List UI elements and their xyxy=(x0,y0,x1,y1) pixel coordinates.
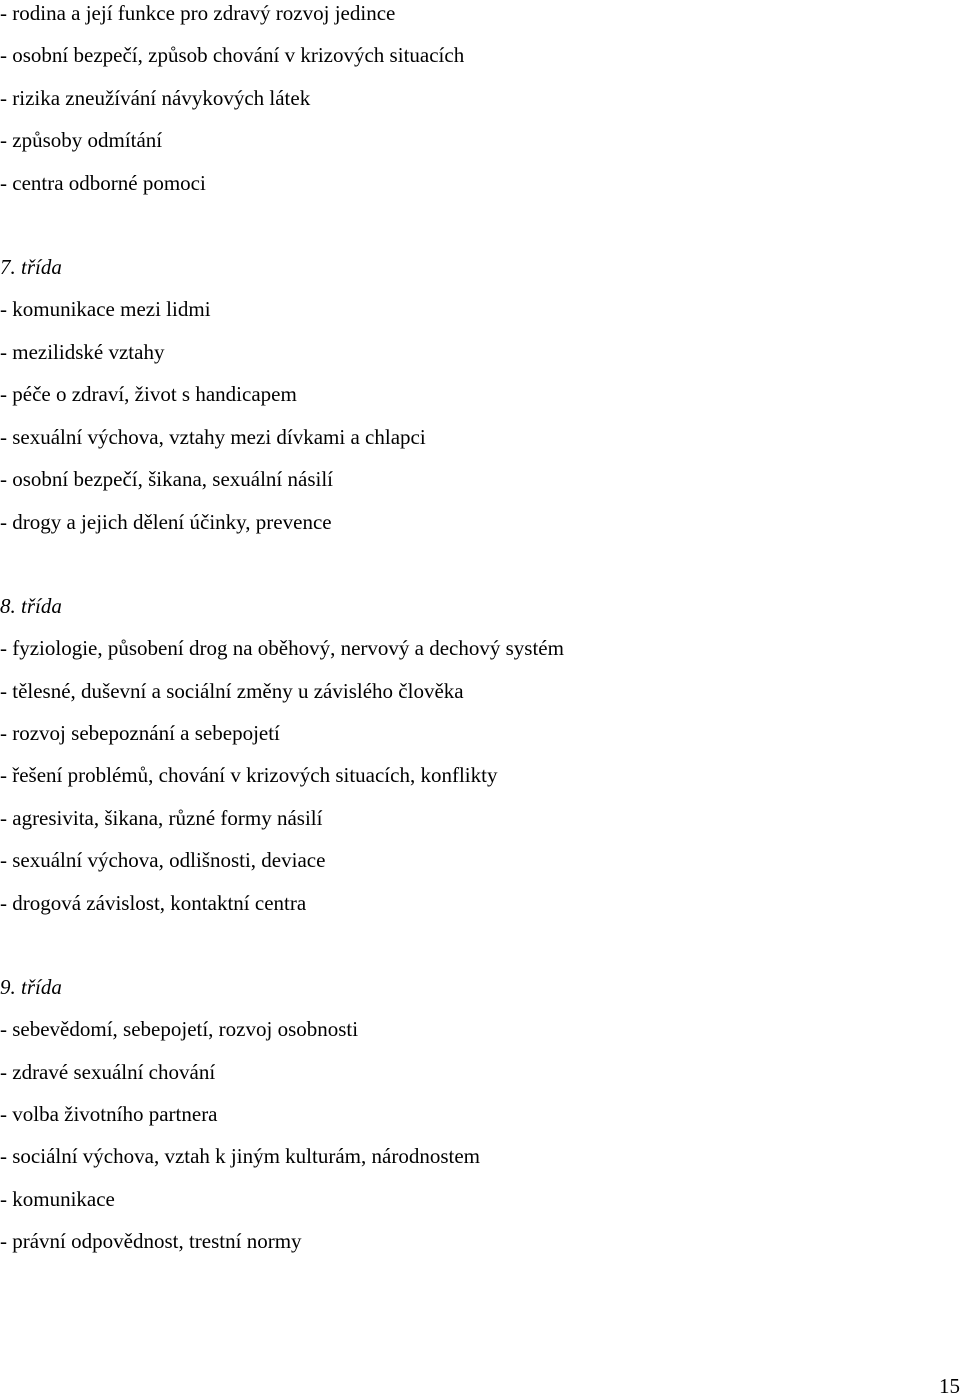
list-item: - osobní bezpečí, způsob chování v krizových situacích xyxy=(0,43,465,67)
list-item: - právní odpovědnost, trestní normy xyxy=(0,1229,302,1253)
list-item: - řešení problémů, chování v krizových situacích, konflikty xyxy=(0,763,498,787)
list-item: - sexuální výchova, vztahy mezi dívkami a chlapci xyxy=(0,425,426,449)
list-item: - rizika zneužívání návykových látek xyxy=(0,86,311,110)
list-item: - sociální výchova, vztah k jiným kulturám, národnostem xyxy=(0,1144,480,1168)
list-item: - drogová závislost, kontaktní centra xyxy=(0,891,307,915)
section-heading-grade-7: 7. třída xyxy=(0,255,62,279)
list-item: - volba životního partnera xyxy=(0,1102,218,1126)
list-item: - komunikace mezi lidmi xyxy=(0,297,211,321)
list-item: - péče o zdraví, život s handicapem xyxy=(0,382,297,406)
list-item: - osobní bezpečí, šikana, sexuální násilí xyxy=(0,467,333,491)
page-number: 15 xyxy=(939,1374,960,1398)
section-heading-grade-9: 9. třída xyxy=(0,975,62,999)
list-item: - rodina a její funkce pro zdravý rozvoj jedince xyxy=(0,1,396,25)
section-heading-grade-8: 8. třída xyxy=(0,594,62,618)
list-item: - fyziologie, působení drog na oběhový, nervový a dechový systém xyxy=(0,636,564,660)
list-item: - sexuální výchova, odlišnosti, deviace xyxy=(0,848,326,872)
list-item: - drogy a jejich dělení účinky, prevence xyxy=(0,510,332,534)
list-item: - mezilidské vztahy xyxy=(0,340,165,364)
list-item: - sebevědomí, sebepojetí, rozvoj osobnosti xyxy=(0,1017,359,1041)
list-item: - rozvoj sebepoznání a sebepojetí xyxy=(0,721,280,745)
list-item: - tělesné, duševní a sociální změny u závislého člověka xyxy=(0,679,464,703)
list-item: - centra odborné pomoci xyxy=(0,171,206,195)
list-item: - způsoby odmítání xyxy=(0,128,163,152)
list-item: - agresivita, šikana, různé formy násilí xyxy=(0,806,323,830)
list-item: - zdravé sexuální chování xyxy=(0,1060,216,1084)
list-item: - komunikace xyxy=(0,1187,115,1211)
